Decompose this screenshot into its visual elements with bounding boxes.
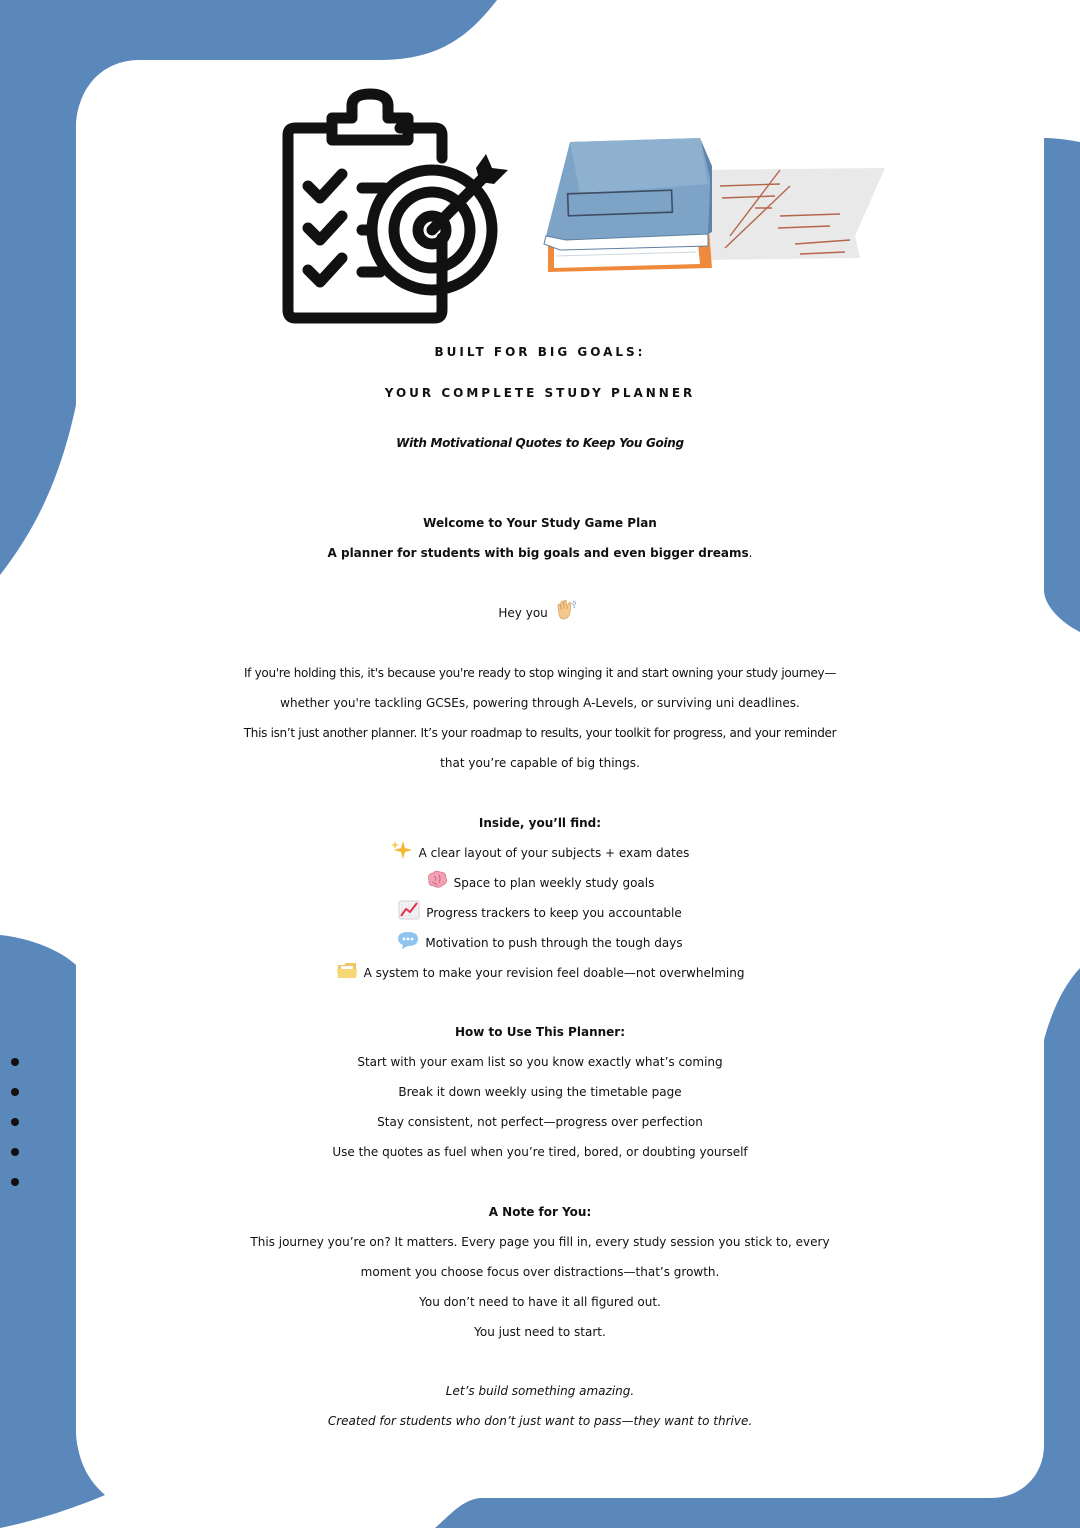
welcome-heading: Welcome to Your Study Game Plan bbox=[423, 516, 657, 530]
brain-icon bbox=[426, 870, 448, 890]
note-line: You just need to start. bbox=[474, 1325, 606, 1339]
closing-line-1: Let’s build something amazing. bbox=[445, 1384, 635, 1398]
inside-item-text: Motivation to push through the tough days bbox=[425, 936, 683, 950]
list-bullet bbox=[11, 1088, 19, 1096]
folder-icon bbox=[336, 960, 358, 980]
inside-item bbox=[0, 928, 1080, 958]
welcome-tagline-period: . bbox=[748, 546, 753, 560]
welcome-tagline-line bbox=[0, 538, 1080, 568]
list-bullet bbox=[11, 1118, 19, 1126]
inside-item bbox=[0, 898, 1080, 928]
how-to-item: Break it down weekly using the timetable page bbox=[398, 1085, 682, 1099]
intro-line-3: This isn’t just another planner. It’s your roadmap to results, your toolkit for progress, and your reminder bbox=[243, 726, 837, 740]
how-to-heading: How to Use This Planner: bbox=[454, 1025, 626, 1039]
inside-heading: Inside, you’ll find: bbox=[478, 816, 602, 830]
intro-line-4: that you’re capable of big things. bbox=[440, 756, 640, 770]
page-subtitle: With Motivational Quotes to Keep You Going bbox=[396, 436, 684, 450]
how-to-item: Start with your exam list so you know exactly what’s coming bbox=[357, 1055, 723, 1069]
how-to-item: Use the quotes as fuel when you’re tired, bored, or doubting yourself bbox=[332, 1145, 748, 1159]
list-bullet bbox=[11, 1178, 19, 1186]
note-line: moment you choose focus over distractions—that’s growth. bbox=[360, 1265, 720, 1279]
greeting-text: Hey you bbox=[498, 606, 548, 620]
page-title-line-2: YOUR COMPLETE STUDY PLANNER bbox=[384, 386, 696, 400]
speech-bubble-icon bbox=[397, 930, 419, 950]
books-papers-icon bbox=[540, 136, 890, 281]
inside-item bbox=[0, 838, 1080, 868]
inside-item-text: A system to make your revision feel doable—not overwhelming bbox=[363, 966, 745, 980]
welcome-tagline: A planner for students with big goals and even bigger dreams bbox=[327, 546, 749, 560]
page-title-line-1: BUILT FOR BIG GOALS: bbox=[434, 345, 646, 359]
chart-increasing-icon bbox=[398, 900, 420, 920]
note-line: You don’t need to have it all figured out. bbox=[419, 1295, 661, 1309]
clipboard-target-icon bbox=[280, 88, 512, 326]
inside-item-text: Space to plan weekly study goals bbox=[453, 876, 655, 890]
inside-item-text: A clear layout of your subjects + exam dates bbox=[418, 846, 690, 860]
note-heading: A Note for You: bbox=[488, 1205, 592, 1219]
sparkles-icon bbox=[391, 840, 413, 860]
closing-line-2: Created for students who don’t just want to pass—they want to thrive. bbox=[327, 1414, 753, 1428]
waving-hand-icon bbox=[554, 600, 576, 620]
note-line: This journey you’re on? It matters. Every page you fill in, every study session you stick to, every bbox=[250, 1235, 830, 1249]
inside-item bbox=[0, 958, 1080, 988]
list-bullet bbox=[11, 1058, 19, 1066]
greeting-line bbox=[0, 598, 1080, 628]
list-bullet bbox=[11, 1148, 19, 1156]
inside-item bbox=[0, 868, 1080, 898]
inside-item-text: Progress trackers to keep you accountable bbox=[426, 906, 682, 920]
intro-line-1: If you're holding this, it's because you're ready to stop winging it and start owning your study journey— bbox=[243, 666, 837, 680]
intro-line-2: whether you're tackling GCSEs, powering through A-Levels, or surviving uni deadlines. bbox=[280, 696, 800, 710]
how-to-item: Stay consistent, not perfect—progress over perfection bbox=[377, 1115, 703, 1129]
